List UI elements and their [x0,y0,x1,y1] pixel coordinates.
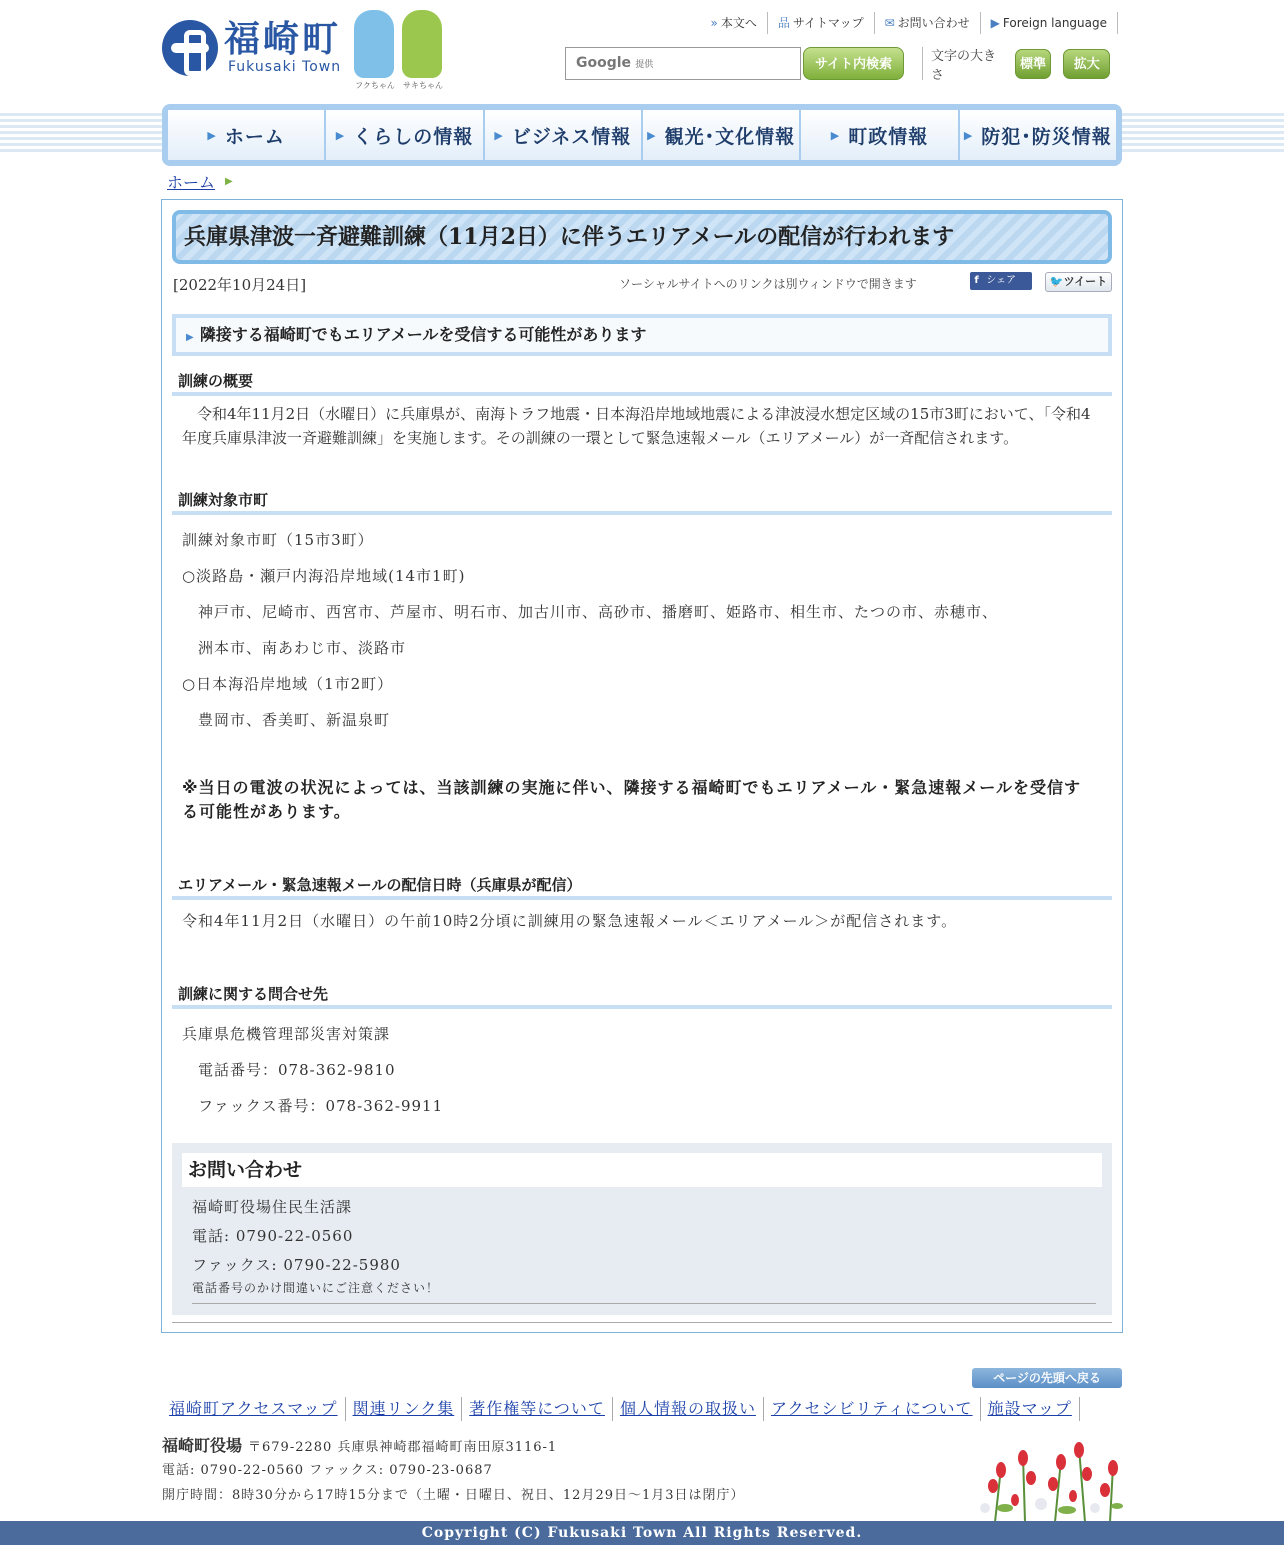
site-header [162,0,1122,100]
nav-safety[interactable]: ▶ 防犯･防災情報 [960,110,1116,160]
delivery-paragraph: 令和4年11月2日（水曜日）の午前10時2分頃に訓練用の緊急速報メール＜エリアメール＞が配信されます。 [182,912,958,930]
nav-tourism[interactable]: ▶ 観光･文化情報 [643,110,801,160]
target-heading: 訓練対象市町 [172,489,1112,515]
contact-tel: 電話: 0790-22-0560 [192,1227,354,1245]
target-line: ○淡路島・瀬戸内海沿岸地域(14市1町) [182,567,466,585]
back-to-top-button[interactable]: ページの先頭へ戻る [972,1368,1122,1388]
contact-fax: ファックス: 0790-22-5980 [192,1256,401,1274]
nav-arrow-icon: ▶ [494,128,504,142]
global-nav [162,104,1122,166]
nav-home[interactable]: ▶ ホーム [168,110,326,160]
tweet-button[interactable]: 🐦ツイート [1045,272,1112,292]
nav-arrow-icon: ▶ [335,128,346,142]
delivery-heading: エリアメール・緊急速報メールの配信日時（兵庫県が配信） [172,874,1112,900]
arrow-icon: ▶ [990,16,1000,30]
nav-arrow-icon: ▶ [207,128,217,142]
mascot-label: サキちゃん [403,81,443,90]
contact-note: 電話番号のかけ間違いにご注意ください！ [192,1279,1096,1304]
target-line: ○日本海沿岸地域（1市2町） [182,675,394,693]
overview-paragraph: 令和4年11月2日（水曜日）に兵庫県が、南海トラフ地震・日本海沿岸地域地震による津波浸水想定区域の15市3町において、「令和4年度兵庫県津波一斉避難訓練」を実施します。その訓練の一環として緊急速報メール（エリアメール）が一斉配信されます。 [182,405,1091,447]
search-input[interactable]: Google 提供 [565,47,801,80]
target-line: 訓練対象市町（15市3町） [182,531,374,549]
breadcrumb [167,170,233,193]
target-line: 神戸市、尼崎市、西宮市、芦屋市、明石市、加古川市、高砂市、播磨町、姫路市、相生市、たつの市、赤穂市、 [182,603,999,621]
inquiry-heading: 訓練に関する問合せ先 [172,983,1112,1009]
town-emblem-icon [162,20,218,76]
nav-arrow-icon: ▶ [647,128,657,142]
publish-date: [2022年10月24日] [173,276,307,294]
facebook-share-button[interactable]: f シェア [970,272,1032,290]
mascot-fuku-image [354,10,394,78]
footer-link-privacy[interactable]: 個人情報の取扱い [613,1397,764,1421]
inquiry-line: ファックス番号：078-362-9911 [182,1097,444,1115]
nav-arrow-icon: ▶ [830,128,841,142]
google-brand: Google [576,55,632,71]
util-link-skip[interactable]: » 本文へ [701,12,768,34]
mascot-label: フクちゃん [355,81,395,90]
site-search-button[interactable]: サイト内検索 [803,47,904,80]
footer-links [162,1397,1080,1421]
overview-heading: 訓練の概要 [172,370,1112,396]
nav-arrow-icon: ▶ [963,128,974,142]
mascot-fuku [354,10,396,91]
util-link-sitemap[interactable]: 品 サイトマップ [768,12,875,34]
footer-link-accessibility[interactable]: アクセシビリティについて [764,1397,981,1421]
util-link-contact[interactable]: ✉ お問い合わせ [875,12,981,34]
mascot-saki [402,10,444,91]
mascots [354,10,450,91]
page-title: 兵庫県津波一斉避難訓練（11月2日）に伴うエリアメールの配信が行われます [172,210,1112,264]
breadcrumb-home-link[interactable]: ホーム [167,173,216,192]
footer-link-facility-map[interactable]: 施設マップ [981,1397,1080,1421]
target-list [182,522,998,738]
org-address: 〒679-2280 兵庫県神崎郡福崎町南田原3116-1 [248,1440,558,1455]
nav-living[interactable]: ▶ くらしの情報 [326,110,484,160]
warning-note: ※当日の電波の状況によっては、当該訓練の実施に伴い、隣接する福崎町でもエリアメール・緊急速報メールを受信する可能性があります。 [182,778,1081,821]
org-name: 福崎町役場 [162,1436,243,1455]
mascot-saki-image [402,10,442,78]
target-line: 豊岡市、香美町、新温泉町 [182,711,391,729]
contact-dept: 福崎町役場住民生活課 [192,1198,353,1216]
facebook-icon: f [974,275,979,286]
breadcrumb-arrow-icon: ▶ [225,176,233,187]
contact-heading: お問い合わせ [182,1153,1102,1187]
site-title: 福崎町 [224,19,342,60]
footer-link-copyright[interactable]: 著作権等について [462,1397,613,1421]
inquiry-line: 電話番号：078-362-9810 [182,1061,396,1079]
utility-links [701,12,1118,34]
site-logo[interactable] [162,20,341,76]
main-content [161,199,1123,1333]
text-size-large-button[interactable]: 拡大 [1063,49,1110,79]
footer-link-access-map[interactable]: 福崎町アクセスマップ [162,1397,346,1421]
copyright-bar: Copyright (C) Fukusaki Town All Rights Reserved. [0,1521,1284,1545]
text-size-control [922,47,1122,83]
office-hours: 開庁時間：8時30分から17時15分まで（土曜・日曜日、祝日、12月29日～1月3日は閉庁） [162,1488,745,1503]
nav-government[interactable]: ▶ 町政情報 [801,110,959,160]
inquiry-list [182,1016,443,1124]
footer-info [162,1433,745,1508]
twitter-bird-icon: 🐦 [1049,275,1064,288]
org-phone-fax: 電話: 0790-22-0560 ファックス: 0790-23-0687 [162,1463,493,1478]
nav-business[interactable]: ▶ ビジネス情報 [485,110,643,160]
util-link-foreign[interactable]: ▶ Foreign language [981,12,1118,34]
site-subtitle: Fukusaki Town [228,59,342,75]
social-note: ソーシャルサイトへのリンクは別ウィンドウで開きます [619,277,917,291]
footer-link-related[interactable]: 関連リンク集 [346,1397,463,1421]
inquiry-line: 兵庫県危機管理部災害対策課 [182,1025,391,1043]
heading-arrow-icon: ▶ [186,332,194,343]
text-size-label: 文字の大きさ [931,48,997,83]
flowers-illustration [975,1438,1123,1522]
contact-box [172,1143,1112,1315]
text-size-normal-button[interactable]: 標準 [1015,49,1052,79]
content-divider [172,1322,1112,1323]
target-line: 洲本市、南あわじ市、淡路市 [182,639,407,657]
notice-heading: ▶ 隣接する福崎町でもエリアメールを受信する可能性があります [172,314,1112,356]
mail-icon: ✉ [884,16,895,30]
skip-icon: » [710,16,718,30]
sitemap-icon: 品 [777,16,790,30]
